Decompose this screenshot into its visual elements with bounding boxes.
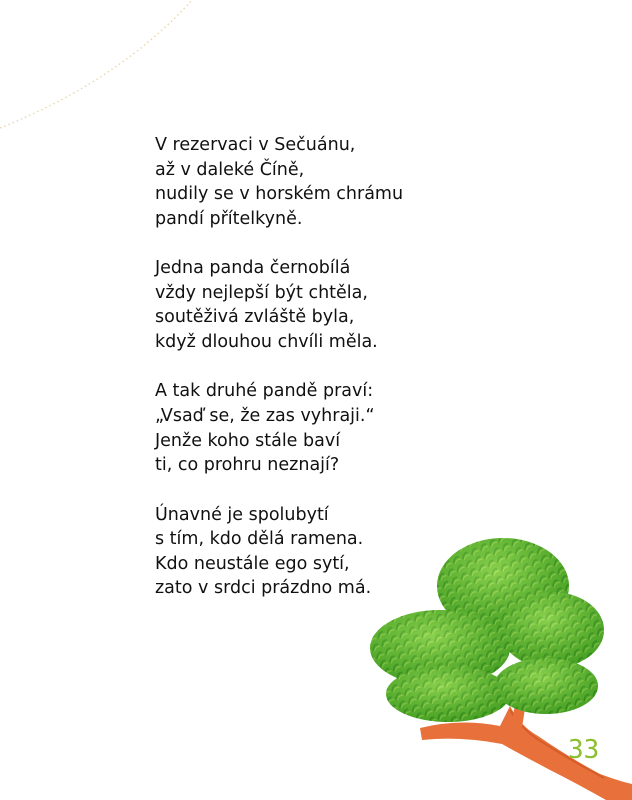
poem-line: až v daleké Číně,: [155, 159, 305, 180]
stanza: [155, 256, 403, 354]
poem-line: nudily se v horském chrámu: [155, 184, 404, 205]
foliage-clusters: [370, 538, 604, 722]
poem-line: s tím, kdo dělá ramena.: [155, 529, 364, 550]
poem-line: „Vsaď se, že zas vyhraji.“: [155, 405, 375, 426]
poem-line: zato v srdci prázdno má.: [155, 578, 372, 599]
poem-line: když dlouhou chvíli měla.: [155, 331, 378, 352]
poem-line: Jedna panda černobílá: [155, 258, 351, 279]
poem-line: soutěživá zvláště byla,: [155, 307, 355, 328]
page-number: 33: [568, 735, 600, 765]
poem-line: ti, co prohru neznají?: [155, 455, 340, 476]
poem-line: Jenže koho stále baví: [155, 430, 341, 451]
stanza: [155, 379, 403, 477]
dotted-arc-decoration: [0, 0, 200, 140]
poem-line: A tak druhé pandě praví:: [155, 381, 374, 402]
poem-line: vždy nejlepší být chtěla,: [155, 282, 368, 303]
poem-line: Kdo neustále ego sytí,: [155, 553, 350, 574]
poem-line: Únavné je spolubytí: [155, 504, 329, 525]
poem-line: V rezervaci v Sečuánu,: [155, 135, 356, 155]
stanza: [155, 133, 403, 231]
poem-line: pandí přítelkyně.: [155, 208, 303, 229]
